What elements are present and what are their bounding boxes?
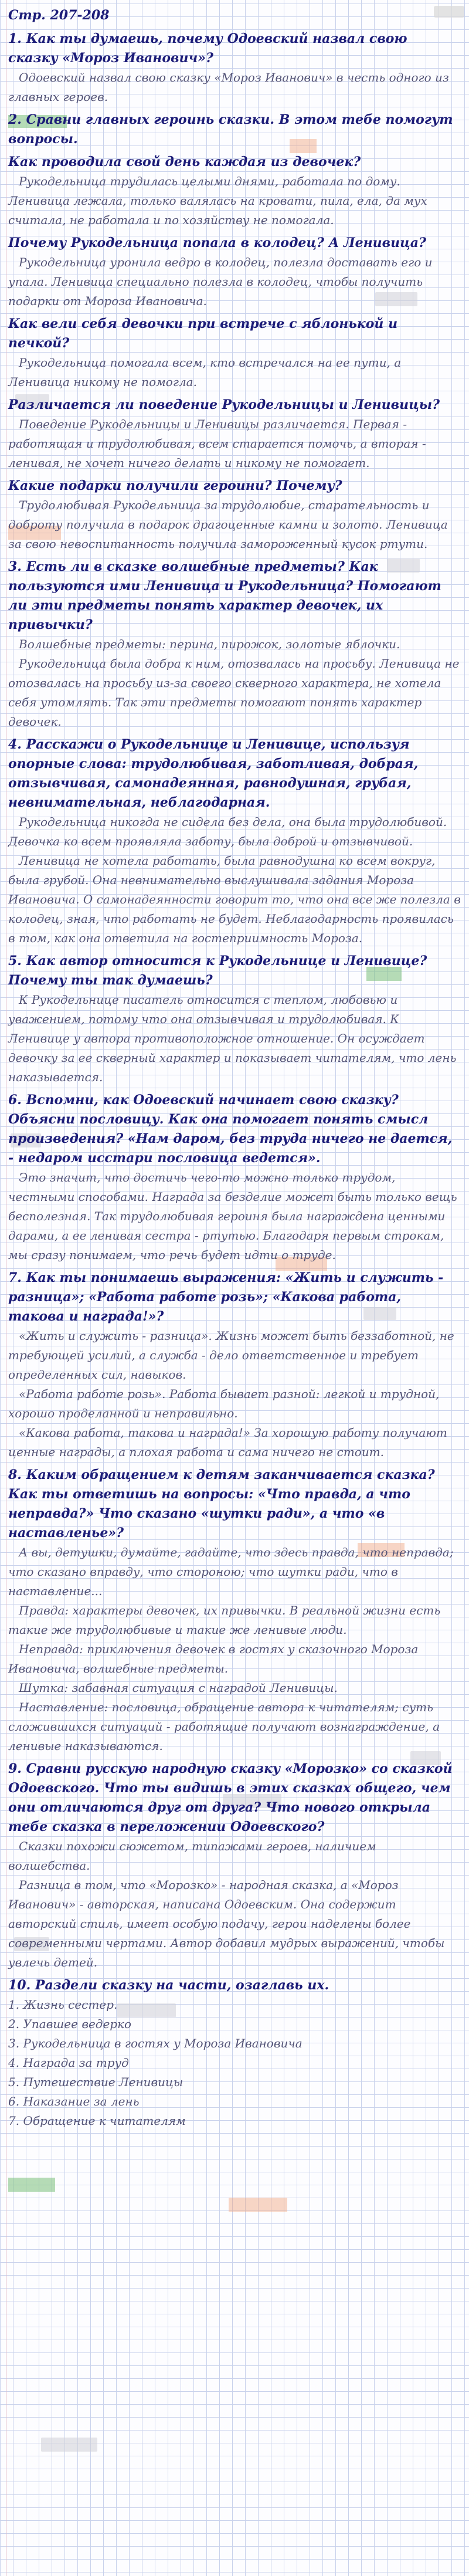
list-item: 4. Награда за труд [8,2056,129,2070]
question-text: 3. Есть ли в сказке волшебные предметы? Как пользуются ими Ленивица и Рукодельница? Помогают ли эти предметы понять характер девочек, их привычки? [8,559,441,632]
answer-paragraph: Это значит, что достичь чего-то можно только трудом, честными способами. Награда за безделие может быть только вещь бесполезная. Так трудолюбивая героиня была награждена ценными дарами, а ее ленивая сестра - ртутью. Благодаря первым строкам, мы сразу понимаем, что речь будет идти о труде. [8,1170,457,1262]
question-text: Различается ли поведение Рукодельницы и Ленивицы? [8,397,440,412]
answers-body [8,29,461,2131]
answer-paragraph: Шутка: забавная ситуация с наградой Ленивицы. [19,1681,338,1695]
answer-paragraph: К Рукодельнице писатель относится с теплом, любовью и уважением, потому что она отзывчивая и трудолюбивая. К Ленивице у автора противоположное отношение. Он осуждает девочку за ее скверный характер и показывает читателям, что лень наказывается. [8,993,457,1084]
qa-section [8,1976,461,2131]
question-text: 5. Как автор относится к Рукодельнице и Ленивице? Почему ты так думаешь? [8,953,427,988]
answer-paragraph: «Работа работе розь». Работа бывает разной: легкой и трудной, хорошо проделанной и неправильно. [8,1387,440,1420]
list-item: 1. Жизнь сестер. [8,1998,118,2012]
answer-list [8,1995,461,2131]
notebook-page [8,5,461,2131]
answer-paragraph: Рукодельница трудилась целыми днями, работала по дому. Ленивица лежала, только валялась на кровати, пила, ела, да мух считала, не работала и по хозяйству не помогала. [8,174,427,227]
answer-paragraph: Рукодельница никогда не сидела без дела, она была трудолюбивой. Девочка ко всем проявляла заботу, была доброй и отзывчивой. [8,815,447,848]
qa-section [8,233,461,311]
answer-paragraph: Наставление: пословица, обращение автора к читателям; суть сложившихся ситуаций - работящие получают вознаграждение, а ленивые наказываются. [8,1700,440,1753]
qa-section [8,557,461,732]
list-item: 2. Упавшее ведерко [8,2017,132,2031]
question-text: 7. Как ты понимаешь выражения: «Жить и служить - разница»; «Работа работе розь»; «Какова работа, такова и награда!»? [8,1270,444,1324]
answer-paragraph: Сказки похожи сюжетом, типажами героев, наличием волшебства. [8,1839,376,1873]
question-text: 2. Сравни главных героинь сказки. В этом тебе помогут вопросы. [8,112,453,147]
qa-section [8,110,461,149]
question-text: Как вели себя девочки при встрече с яблонькой и печкой? [8,316,398,351]
qa-section [8,395,461,473]
list-item: 6. Наказание за лень [8,2094,140,2108]
question-text: 1. Как ты думаешь, почему Одоевский назвал свою сказку «Мороз Иванович»? [8,31,407,66]
answer-paragraph: Поведение Рукодельницы и Ленивицы различается. Первая - работящая и трудолюбивая, всем старается помочь, а вторая - ленивая, не хочет ничего делать и никому не помогает. [8,417,426,470]
qa-section [8,153,461,230]
answer-paragraph: Правда: характеры девочек, их привычки. В реальной жизни есть такие же трудолюбивые и такие же ленивые люди. [8,1603,441,1637]
answer-paragraph: А вы, детушки, думайте, гадайте, что здесь правда, что неправда; что сказано вправду, что стороною; что шутки ради, что в наставление... [8,1545,454,1598]
marker-highlight [8,2178,55,2192]
question-text: 10. Раздели сказку на части, озаглавь их. [8,1978,329,1993]
question-text: 8. Каким обращением к детям заканчивается сказка? Как ты ответишь на вопросы: «Что правда, а что неправда?» Что сказано «шутки ради», а что «в наставленье»? [8,1467,435,1541]
answer-paragraph: «Жить и служить - разница». Жизнь может быть беззаботной, не требующей усилий, а служба - дело ответственное и требует определенных сил, навыков. [8,1329,454,1382]
qa-section [8,1465,461,1756]
answer-paragraph: Трудолюбивая Рукодельница за трудолюбие, старательность и доброту получила в подарок драгоценные камни и золото. Ленивица за свою невоспитанность получила замороженный кусок ртути. [8,498,448,551]
answer-paragraph: Рукодельница помогала всем, кто встречался на ее пути, а Ленивица никому не помогла. [8,356,402,389]
list-item: 7. Обращение к читателям [8,2114,186,2128]
answer-paragraph: Ленивица не хотела работать, была равнодушна ко всем вокруг, была грубой. Она невнимательно выслушивала задания Мороза Ивановича. О самонадеянности говорит то, что она все же полезла в колодец, зная, что работать не будет. Неблагодарность проявилась в том, как она ответила на гостеприимность Мороза. [8,854,461,945]
answer-paragraph: «Какова работа, такова и награда!» За хорошую работу получают ценные награды, а плохая работа и сама ничего не стоит. [8,1426,447,1459]
question-text: Какие подарки получили героини? Почему? [8,478,342,493]
qa-section [8,29,461,107]
answer-paragraph: Неправда: приключения девочек в гостях у сказочного Мороза Ивановича, волшебные предметы. [8,1642,419,1675]
blurred-region [41,2438,97,2452]
marker-highlight [229,2198,287,2212]
list-item: 3. Рукодельница в гостях у Мороза Ивановича [8,2036,303,2050]
qa-section [8,952,461,1087]
answer-paragraph: Одоевский назвал свою сказку «Мороз Иванович» в честь одного из главных героев. [8,70,449,104]
page-reference: Стр. 207-208 [8,8,110,23]
answer-paragraph: Рукодельница уронила ведро в колодец, полезла доставать его и упала. Ленивица специально полезла в колодец, чтобы получить подарки от Мороза Ивановича. [8,255,433,308]
answer-paragraph: Рукодельница была добра к ним, отозвалась на просьбу. Ленивица не отозвалась на просьбу из-за своего скверного характера, не хотела себя утомлять. Так эти предметы помогают понять характер девочек. [8,656,460,729]
list-item: 5. Путешествие Ленивицы [8,2075,183,2089]
qa-section [8,314,461,392]
qa-section [8,1759,461,1972]
answer-paragraph: Волшебные предметы: перина, пирожок, золотые яблочки. [19,637,400,651]
qa-section [8,1268,461,1462]
qa-section [8,735,461,948]
question-text: 6. Вспомни, как Одоевский начинает свою сказку? Объясни пословицу. Как она помогает понять смысл произведения? «Нам даром, без труда ничего не дается, - недаром исстари пословица ведется». [8,1092,453,1166]
qa-section [8,476,461,554]
question-text: 4. Расскажи о Рукодельнице и Ленивице, используя опорные слова: трудолюбивая, заботливая, добрая, отзывчивая, самонадеянная, равнодушная, грубая, невнимательная, неблагодарная. [8,737,419,810]
question-text: Почему Рукодельница попала в колодец? А Ленивица? [8,235,426,251]
question-text: Как проводила свой день каждая из девочек? [8,154,361,170]
qa-section [8,1091,461,1265]
answer-paragraph: Разница в том, что «Морозко» - народная сказка, а «Мороз Иванович» - авторская, написана Одоевским. Она содержит авторский стиль, имеет особую подачу, герои наделены более современными чертами. Автор добавил мудрых выражений, чтобы увлечь детей. [8,1878,445,1969]
question-text: 9. Сравни русскую народную сказку «Морозко» со сказкой Одоевского. Что ты видишь в этих сказках общего, чем они отличаются друг от друга? Что нового открыла тебе сказка в переложении Одоевского? [8,1761,453,1834]
